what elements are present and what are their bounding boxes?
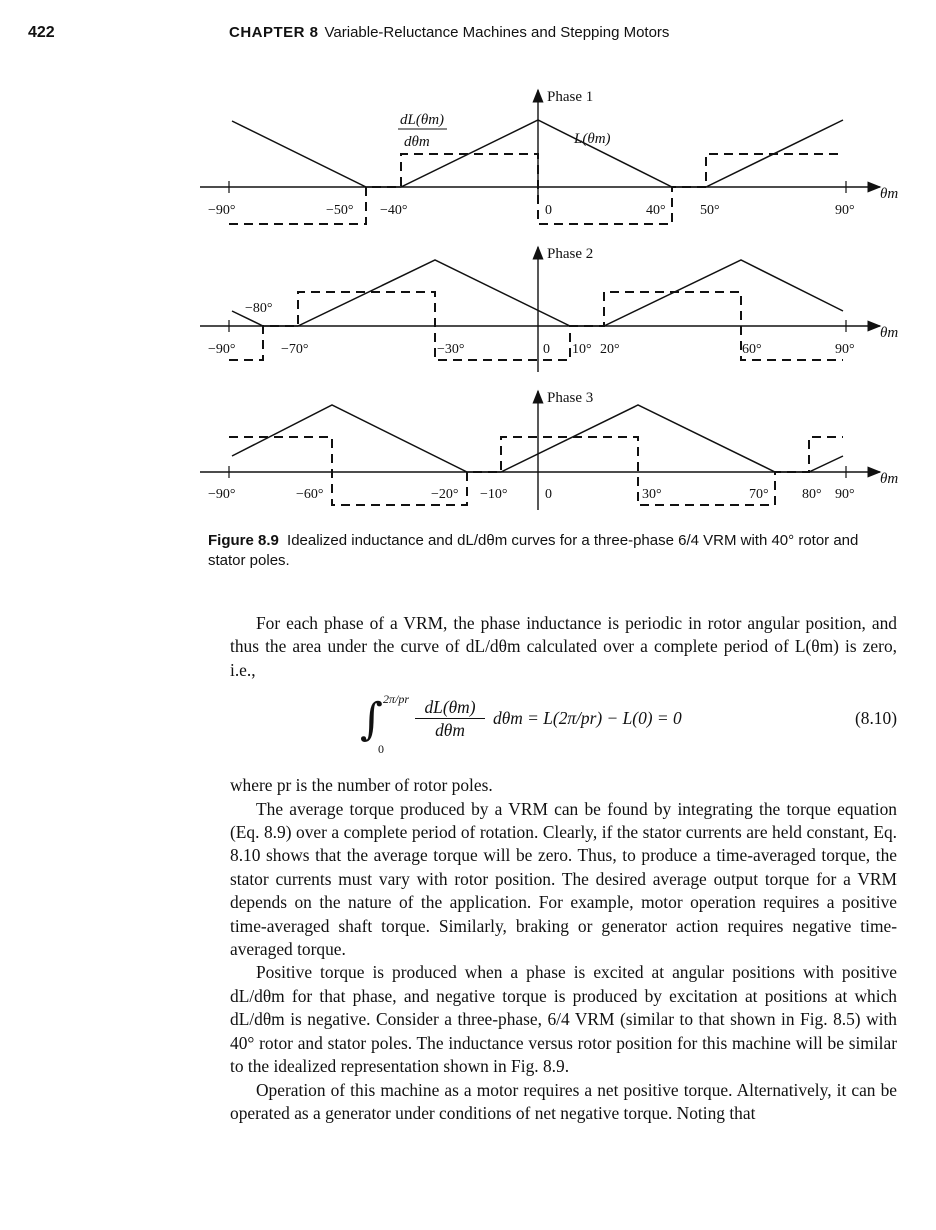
tick-label: 70° <box>749 487 769 502</box>
tick-label: −60° <box>296 487 324 502</box>
eq-lower-limit: 0 <box>378 742 384 757</box>
phase3-plot <box>200 390 898 510</box>
tick-label: −70° <box>281 342 309 357</box>
eq-upper-limit: 2π/pr <box>383 692 410 707</box>
body-text <box>230 612 897 1125</box>
tick-label: 0 <box>543 342 550 357</box>
eq-fraction <box>415 696 485 741</box>
tick-label: −30° <box>437 342 465 357</box>
tick-label: −90° <box>208 342 236 357</box>
phase1-axis-label: θm <box>880 186 899 202</box>
phase3-axis-label: θm <box>880 471 899 487</box>
tick-label: −40° <box>380 203 408 218</box>
tick-label: −20° <box>431 487 459 502</box>
chapter-label: CHAPTER 8 <box>229 24 319 41</box>
figure-caption <box>208 531 888 571</box>
tick-label: 40° <box>646 203 666 218</box>
phase2-plot <box>200 246 898 372</box>
tick-label: 60° <box>742 342 762 357</box>
tick-label: −90° <box>208 487 236 502</box>
tick-label: 90° <box>835 203 855 218</box>
tick-label: 20° <box>600 342 620 357</box>
tick-label: −10° <box>480 487 508 502</box>
figure-8-9 <box>0 80 936 520</box>
phase2-label: Phase 2 <box>547 246 594 262</box>
page-number: 422 <box>28 24 55 41</box>
tick-label: 0 <box>545 203 552 218</box>
phase1-dl-label-den: dθm <box>404 134 430 150</box>
phase1-plot <box>200 89 898 224</box>
integral-sign: ∫ <box>360 694 383 746</box>
caption-label: Figure 8.9 <box>208 532 279 549</box>
tick-label: 30° <box>642 487 662 502</box>
paragraph-1: For each phase of a VRM, the phase inductance is periodic in rotor angular position, and thus the area under the curve of dL/dθm calculated over a complete period of L(θm) is zero, i.e., <box>230 613 897 680</box>
caption-text: Idealized inductance and dL/dθm curves for a three-phase 6/4 VRM with 40° rotor and stator poles. <box>208 532 859 569</box>
paragraph-2: where pr is the number of rotor poles. <box>230 775 493 796</box>
tick-label: 80° <box>802 487 822 502</box>
tick-label: 90° <box>835 487 855 502</box>
phase1-l-label: L(θm) <box>574 131 611 147</box>
tick-label: 0 <box>545 487 552 502</box>
tick-label: −80° <box>245 301 273 316</box>
eq-denominator: dθm <box>435 720 465 741</box>
tick-label: 50° <box>700 203 720 218</box>
page-header <box>28 24 908 50</box>
paragraph-4: Positive torque is produced when a phase is excited at angular positions with positive dL/dθm for that phase, and negative torque is produced by excitation at positions at which dL/dθm is negative. Consider a three-phase, 6/4 VRM (similar to that shown in Fig. 8.5) with 40° rotor and stator poles. The inductance versus rotor position for this machine will be similar to the idealized representation shown in Fig. 8.9. <box>230 962 897 1077</box>
phase1-dl-label-num: dL(θm) <box>400 112 445 128</box>
equation-8-10 <box>230 690 897 774</box>
running-head <box>229 24 669 41</box>
eq-numerator: dL(θm) <box>415 696 485 719</box>
tick-label: −90° <box>208 203 236 218</box>
phase1-label: Phase 1 <box>547 89 594 105</box>
paragraph-3: The average torque produced by a VRM can be found by integrating the torque equation (Eq. 8.9) over a complete period of rotation. Clearly, if the stator currents are held constant, Eq. 8.10 shows that the average torque will be zero. Thus, to produce a time-averaged torque, the stator currents must vary with rotor position. The desired average output torque for a VRM depends on the nature of the application. For example, motor operation requires a positive time-averaged shaft torque. Similarly, braking or generator action requires negative time-averaged torque. <box>230 798 897 960</box>
phase3-label: Phase 3 <box>547 390 594 406</box>
eq-number: (8.10) <box>854 708 897 729</box>
tick-label: −50° <box>326 203 354 218</box>
phase2-axis-label: θm <box>880 325 899 341</box>
eq-rest: dθm = L(2π/pr) − L(0) = 0 <box>493 708 682 729</box>
chapter-title: Variable-Reluctance Machines and Stepping Motors <box>324 24 670 41</box>
paragraph-5: Operation of this machine as a motor requires a net positive torque. Alternatively, it can be operated as a generator under conditions of net negative torque. Noting that <box>230 1079 897 1123</box>
tick-label: 90° <box>835 342 855 357</box>
tick-label: 10° <box>572 342 592 357</box>
